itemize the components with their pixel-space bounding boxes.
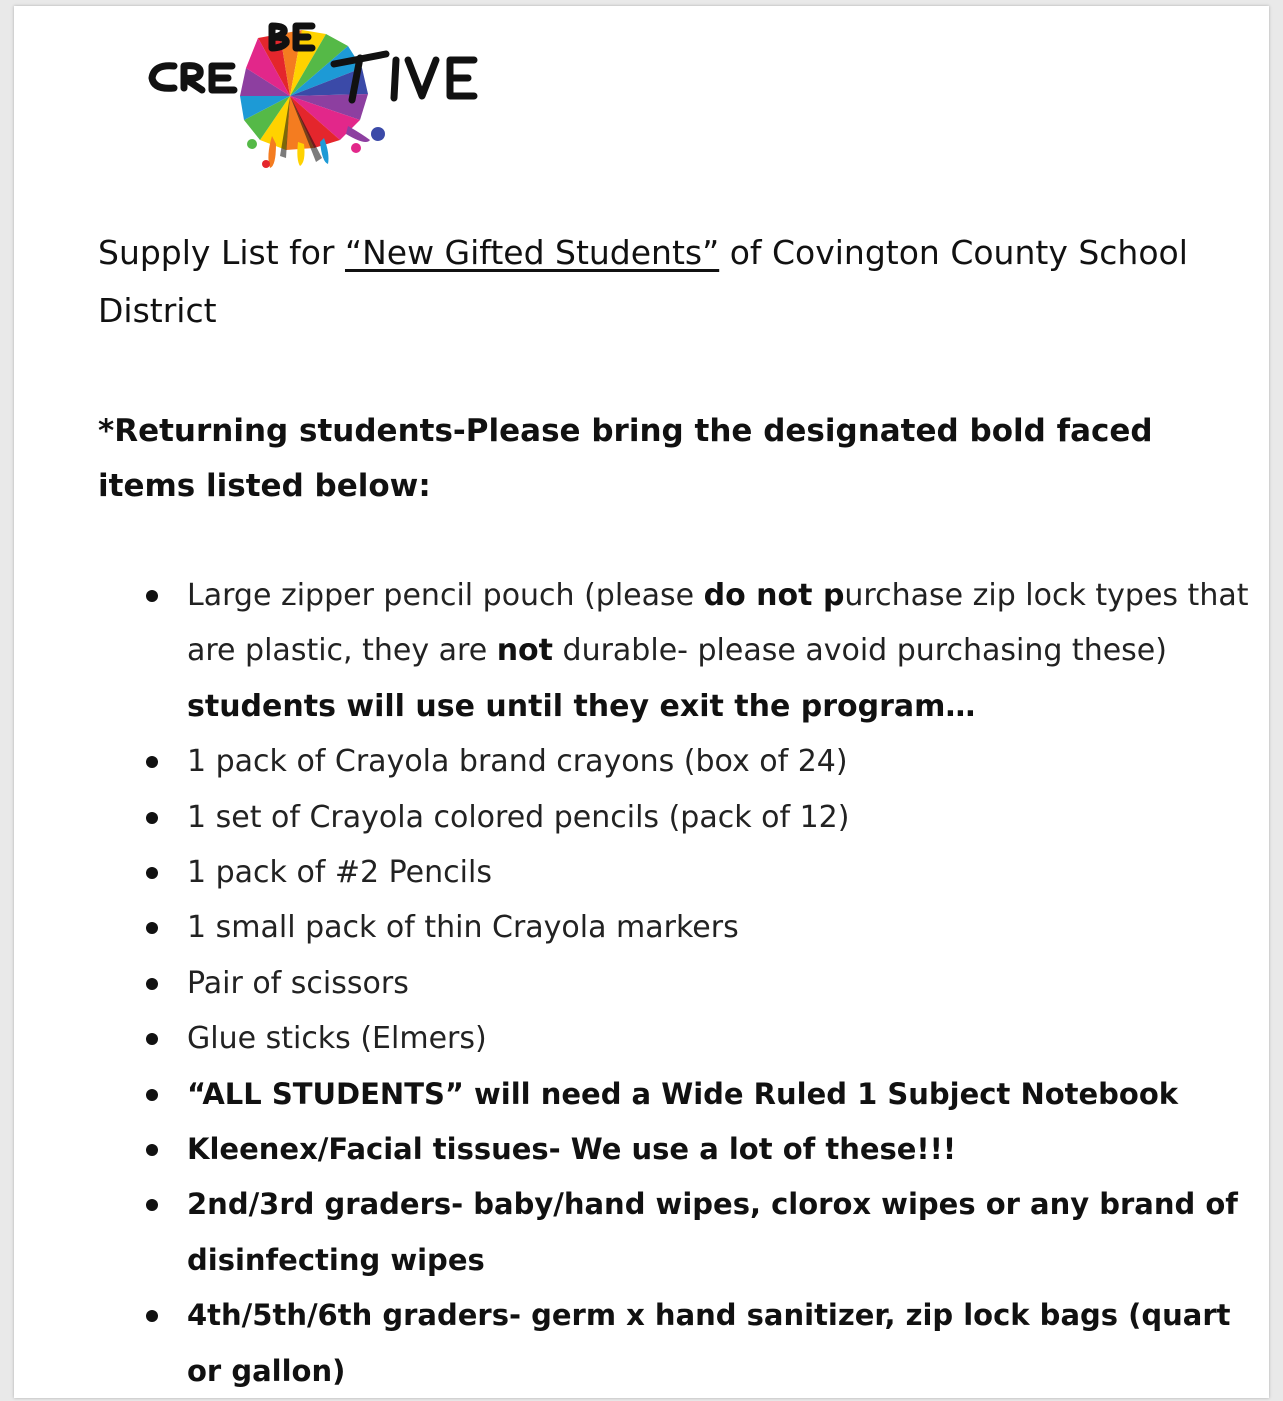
item-segment: durable- please avoid purchasing these)	[553, 633, 1167, 669]
supply-item	[14, 790, 1269, 845]
bullet-icon	[146, 867, 158, 879]
item-text: 1 pack of #2 Pencils	[187, 855, 492, 891]
supply-item	[14, 1067, 1269, 1122]
supply-item	[14, 1288, 1269, 1398]
supply-list	[14, 568, 1269, 1398]
item-text: Glue sticks (Elmers)	[187, 1021, 487, 1057]
title-suffix: of Covington County School District	[98, 233, 1188, 330]
supply-item	[14, 1177, 1269, 1288]
bullet-icon	[146, 1033, 158, 1045]
bullet-icon	[146, 1089, 158, 1101]
document-page	[14, 6, 1269, 1398]
bullet-icon	[146, 978, 158, 990]
supply-item	[14, 1011, 1269, 1066]
bullet-icon	[146, 590, 158, 602]
item-text: 2nd/3rd graders- baby/hand wipes, clorox wipes or any brand of disinfecting wipes	[187, 1187, 1238, 1277]
title-underlined-phrase: “New Gifted Students”	[344, 233, 720, 272]
item-text: Kleenex/Facial tissues- We use a lot of these!!!	[187, 1132, 957, 1167]
page-title	[98, 224, 1218, 340]
item-text: 1 set of Crayola colored pencils (pack of 12)	[187, 799, 850, 835]
supply-item	[14, 900, 1269, 955]
supply-item	[14, 1122, 1269, 1177]
title-prefix: Supply List for	[98, 233, 345, 272]
item-text: “ALL STUDENTS” will need a Wide Ruled 1 Subject Notebook	[187, 1076, 1179, 1111]
item-text: Pair of scissors	[187, 965, 409, 1001]
item-segment-bold: students will use until they exit the program…	[187, 688, 976, 724]
returning-students-note: *Returning students-Please bring the designated bold faced items listed below:	[98, 413, 1153, 504]
supply-item	[14, 845, 1269, 900]
item-text: 1 small pack of thin Crayola markers	[187, 910, 739, 946]
bullet-icon	[146, 922, 158, 934]
bullet-icon	[146, 1310, 158, 1322]
be-creative-logo	[140, 16, 485, 176]
bullet-icon	[146, 1199, 158, 1211]
bullet-icon	[146, 756, 158, 768]
item-segment-bold: not	[496, 633, 553, 669]
item-segment-bold: do not p	[703, 578, 845, 613]
item-segment: Large zipper pencil pouch (please	[187, 578, 704, 613]
supply-item	[14, 734, 1269, 789]
item-segment: urchase zip lock types that are plastic, they are	[187, 578, 1249, 669]
bullet-icon	[146, 812, 158, 824]
supply-item	[14, 956, 1269, 1011]
item-text: 4th/5th/6th graders- germ x hand sanitizer, zip lock bags (quart or gallon)	[187, 1298, 1231, 1388]
supply-item	[14, 568, 1269, 734]
bullet-icon	[146, 1144, 158, 1156]
item-text: 1 pack of Crayola brand crayons (box of 24)	[187, 744, 848, 780]
